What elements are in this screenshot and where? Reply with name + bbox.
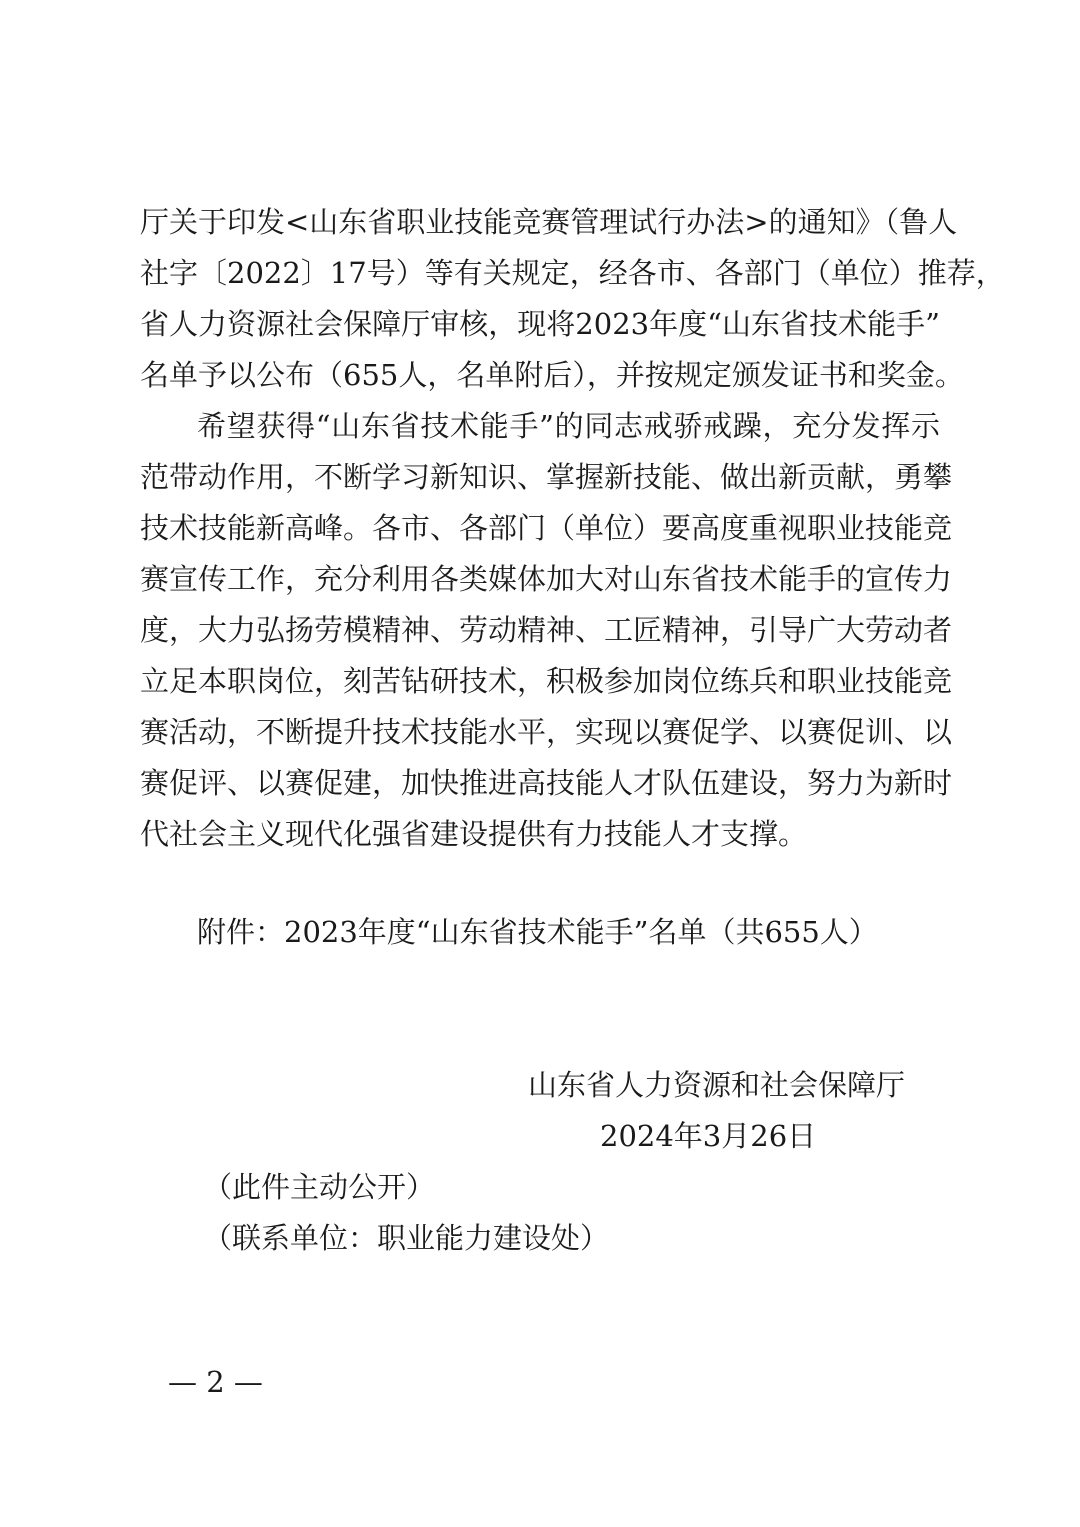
attachment-note: 附件：2023年度“山东省技术能手”名单（共655人）: [197, 915, 878, 949]
body-line: 代社会主义现代化强省建设提供有力技能人才支撑。: [140, 817, 808, 851]
body-line: 省人力资源社会保障厅审核，现将2023年度“山东省技术能手”: [140, 307, 940, 341]
disclosure-note: （此件主动公开）: [203, 1170, 436, 1204]
body-line: 立足本职岗位，刻苦钻研技术，积极参加岗位练兵和职业技能竞: [140, 664, 953, 698]
body-line: 赛宣传工作，充分利用各类媒体加大对山东省技术能手的宣传力: [140, 562, 953, 596]
page-number: — 2 —: [168, 1365, 263, 1399]
issuing-organization: 山东省人力资源和社会保障厅: [528, 1068, 906, 1102]
issue-date: 2024年3月26日: [600, 1119, 817, 1153]
body-line: 度，大力弘扬劳模精神、劳动精神、工匠精神，引导广大劳动者: [140, 613, 953, 647]
body-line: 社字〔2022〕17号）等有关规定，经各市、各部门（单位）推荐，: [140, 256, 1005, 290]
body-line: 范带动作用，不断学习新知识、掌握新技能、做出新贡献，勇攀: [140, 460, 953, 494]
body-line: 希望获得“山东省技术能手”的同志戒骄戒躁，充分发挥示: [197, 409, 940, 443]
contact-note: （联系单位：职业能力建设处）: [203, 1221, 610, 1255]
body-line: 技术技能新高峰。各市、各部门（单位）要高度重视职业技能竞: [140, 511, 953, 545]
body-line: 赛活动，不断提升技术技能水平，实现以赛促学、以赛促训、以: [140, 715, 953, 749]
body-line: 厅关于印发<山东省职业技能竞赛管理试行办法>的通知》（鲁人: [140, 205, 958, 239]
body-line: 名单予以公布（655人，名单附后），并按规定颁发证书和奖金。: [140, 358, 964, 392]
body-line: 赛促评、以赛促建，加快推进高技能人才队伍建设，努力为新时: [140, 766, 953, 800]
